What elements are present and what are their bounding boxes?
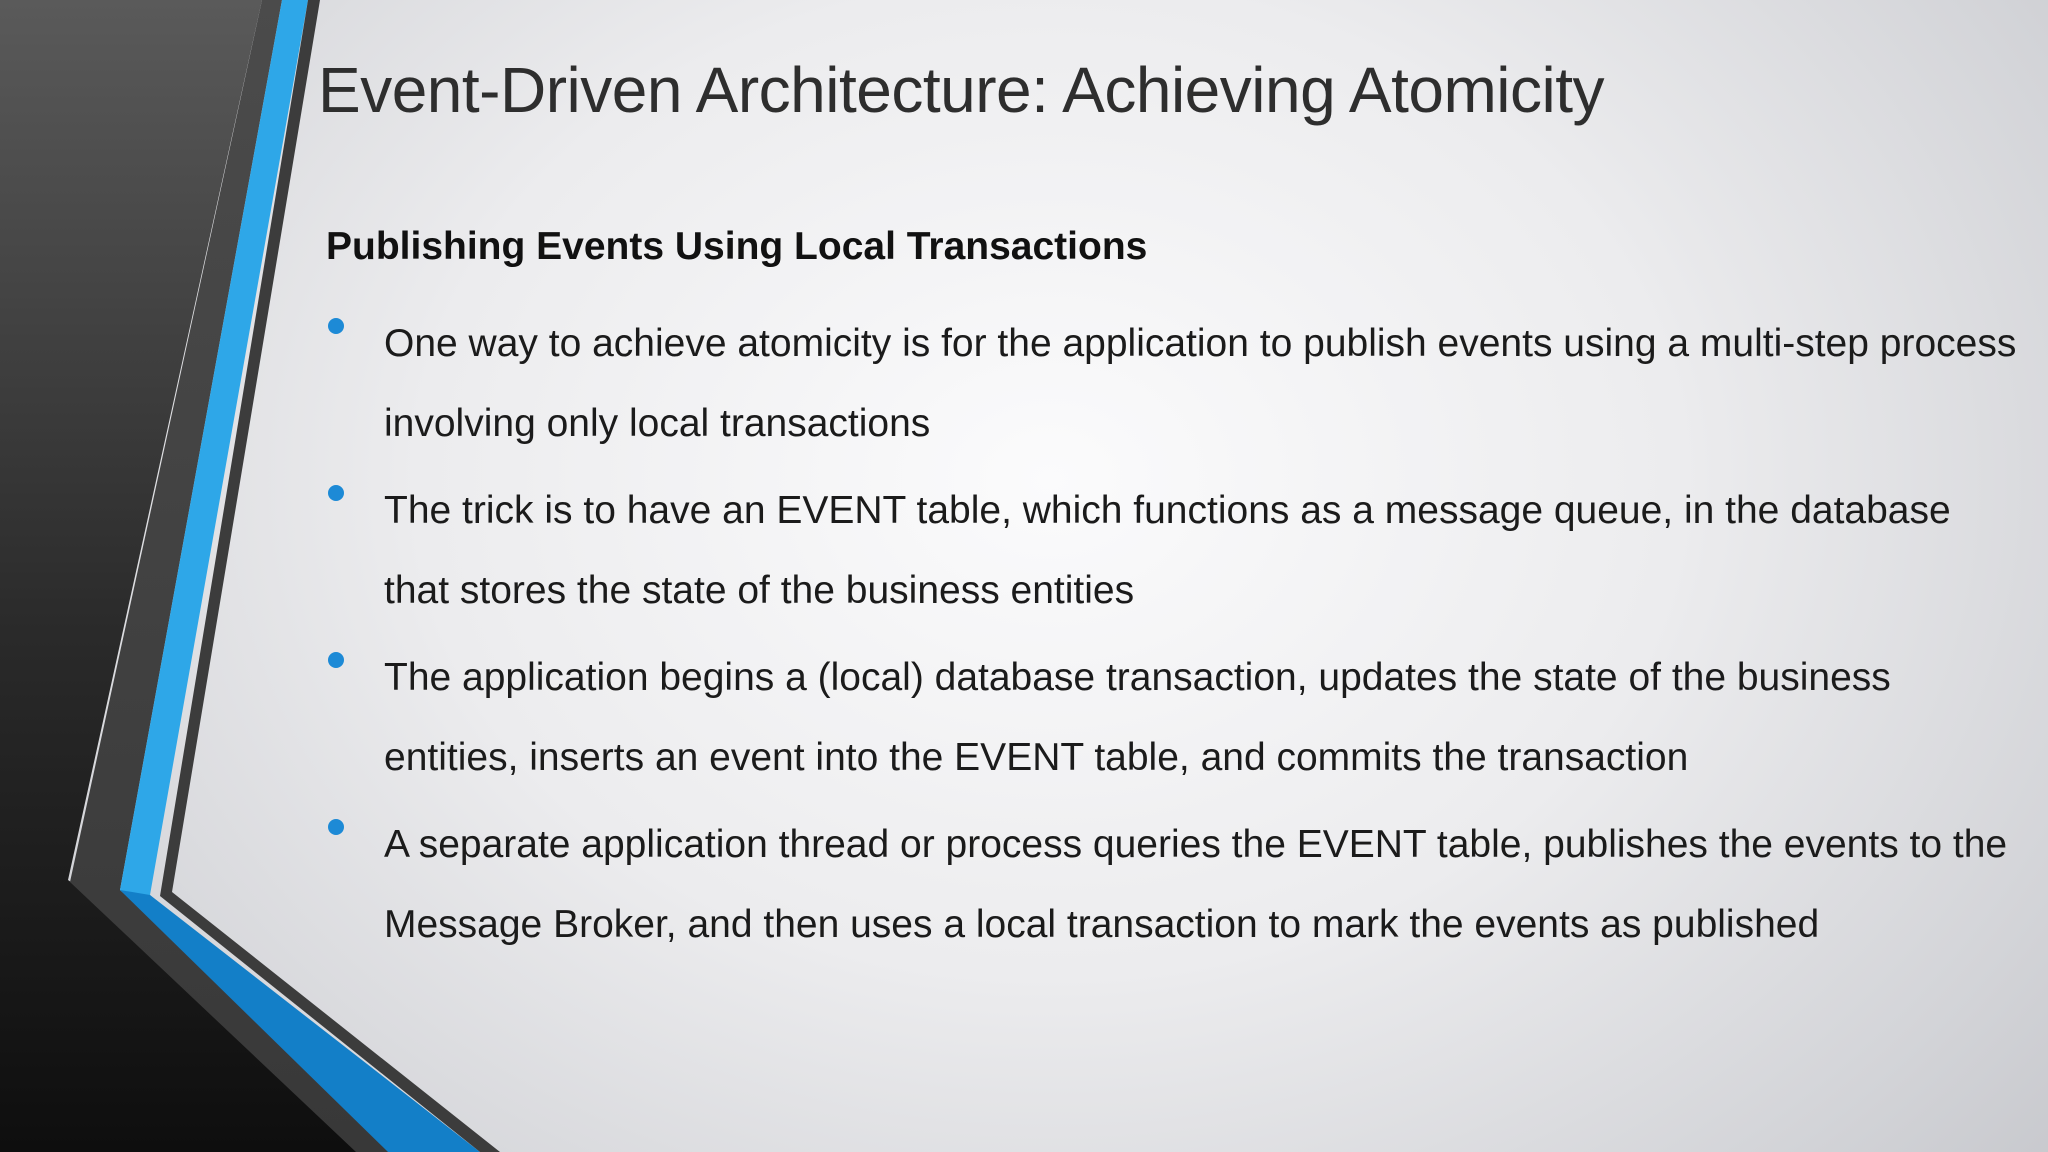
bullet-item [326, 805, 2026, 990]
bullet-dot-icon [328, 318, 344, 334]
bullet-dot-icon [328, 652, 344, 668]
bullet-item [326, 471, 2026, 656]
bullet-text: A separate application thread or process queries the EVENT table, publishes the events to the Message Broker, and then uses a local transaction to mark the events as published [384, 823, 2008, 946]
bullet-dot-icon [328, 819, 344, 835]
bullet-text: The trick is to have an EVENT table, which functions as a message queue, in the database that stores the state of the business entities [384, 489, 1951, 612]
bullet-list [326, 322, 2026, 990]
bullet-text: One way to achieve atomicity is for the application to publish events using a multi-step process involving only local transactions [384, 322, 2017, 445]
slide-title: Event-Driven Architecture: Achieving Atomicity [318, 54, 1604, 126]
slide-subtitle: Publishing Events Using Local Transactions [326, 225, 1148, 268]
bullet-text: The application begins a (local) database transaction, updates the state of the business entities, inserts an event into the EVENT table, and commits the transaction [384, 656, 1891, 779]
bullet-item [326, 304, 2026, 489]
bullet-dot-icon [328, 485, 344, 501]
bullet-item [326, 638, 2026, 823]
